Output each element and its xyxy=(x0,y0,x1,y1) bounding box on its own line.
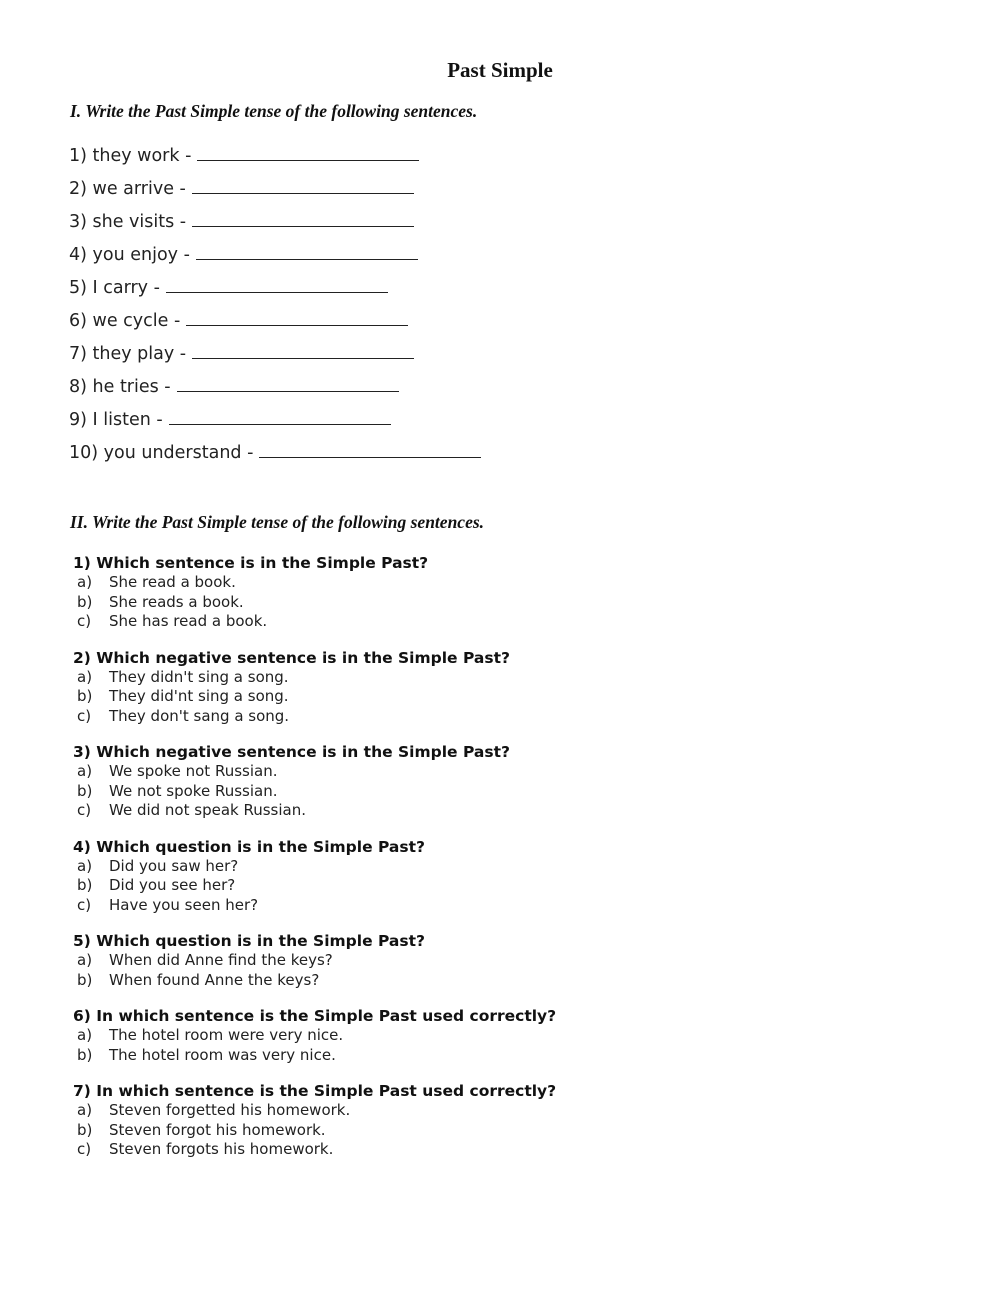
section-1-heading: I. Write the Past Simple tense of the following sentences. xyxy=(70,101,478,121)
option-text: We did not speak Russian. xyxy=(109,801,306,819)
option-text: They didn't sing a song. xyxy=(109,667,289,686)
option-text: She reads a book. xyxy=(109,592,244,611)
answer-option[interactable] xyxy=(73,857,556,877)
answer-option[interactable] xyxy=(73,1140,556,1160)
answer-blank[interactable] xyxy=(192,209,414,227)
exercise-prompt: 8) he tries - xyxy=(69,377,171,397)
answer-option[interactable] xyxy=(73,762,556,782)
option-text: She read a book. xyxy=(109,573,236,591)
exercise-prompt: 7) they play - xyxy=(69,344,187,364)
answer-option[interactable] xyxy=(73,801,556,821)
answer-blank[interactable] xyxy=(166,275,388,293)
exercise-prompt: 10) you understand - xyxy=(69,443,254,463)
option-text: She has read a book. xyxy=(109,612,268,630)
option-letter: b) xyxy=(77,876,93,894)
question-4 xyxy=(73,837,556,916)
answer-option[interactable] xyxy=(73,782,556,802)
option-letter: b) xyxy=(77,970,93,989)
question-text: 7) In which sentence is the Simple Past used correctly? xyxy=(73,1082,557,1100)
question-text: 4) Which question is in the Simple Past? xyxy=(73,837,426,856)
option-letter: a) xyxy=(77,762,93,780)
exercise-item xyxy=(69,407,481,440)
answer-option[interactable] xyxy=(73,573,556,593)
answer-option[interactable] xyxy=(73,1026,556,1046)
option-text: When did Anne find the keys? xyxy=(109,951,333,969)
question-text: 5) Which question is in the Simple Past? xyxy=(73,932,426,950)
exercise-item xyxy=(69,308,481,341)
answer-option[interactable] xyxy=(73,707,556,727)
option-letter: a) xyxy=(77,667,93,686)
section-2-heading: II. Write the Past Simple tense of the following sentences. xyxy=(70,512,485,532)
option-letter: a) xyxy=(77,951,93,969)
answer-option[interactable] xyxy=(73,971,556,991)
answer-option[interactable] xyxy=(73,593,556,613)
option-letter: a) xyxy=(77,856,93,875)
exercise-prompt: 9) I listen - xyxy=(69,410,163,430)
answer-blank[interactable] xyxy=(196,242,418,260)
option-text: Steven forgot his homework. xyxy=(109,1120,326,1139)
question-7 xyxy=(73,1081,556,1160)
answer-blank[interactable] xyxy=(197,143,419,161)
option-letter: c) xyxy=(77,612,92,630)
exercise-prompt: 6) we cycle - xyxy=(69,311,181,331)
exercise-2-questions xyxy=(73,553,556,1176)
exercise-item xyxy=(69,143,481,176)
question-text: 6) In which sentence is the Simple Past used correctly? xyxy=(73,1007,557,1025)
option-text: The hotel room were very nice. xyxy=(109,1026,344,1044)
option-text: When found Anne the keys? xyxy=(109,970,320,989)
option-letter: b) xyxy=(77,687,93,705)
exercise-item xyxy=(69,341,481,374)
option-text: We spoke not Russian. xyxy=(109,762,278,780)
answer-option[interactable] xyxy=(73,1121,556,1141)
answer-option[interactable] xyxy=(73,951,556,971)
answer-option[interactable] xyxy=(73,896,556,916)
question-text: 1) Which sentence is in the Simple Past? xyxy=(73,554,429,572)
exercise-1-list xyxy=(69,143,481,473)
option-text: Did you saw her? xyxy=(109,856,239,875)
answer-blank[interactable] xyxy=(192,176,414,194)
option-letter: a) xyxy=(77,573,93,591)
question-3 xyxy=(73,742,556,821)
exercise-item xyxy=(69,275,481,308)
exercise-item xyxy=(69,242,481,275)
option-letter: c) xyxy=(77,1140,92,1158)
answer-blank[interactable] xyxy=(177,374,399,392)
question-text: 2) Which negative sentence is in the Simple Past? xyxy=(73,648,510,667)
exercise-item xyxy=(69,209,481,242)
option-text: Steven forgetted his homework. xyxy=(109,1101,351,1119)
question-6 xyxy=(73,1006,556,1065)
exercise-item xyxy=(69,176,481,209)
option-letter: c) xyxy=(77,895,92,914)
exercise-item xyxy=(69,374,481,407)
question-2 xyxy=(73,648,556,727)
exercise-prompt: 2) we arrive - xyxy=(69,179,186,199)
option-text: The hotel room was very nice. xyxy=(109,1045,336,1064)
option-text: They did'nt sing a song. xyxy=(109,687,289,705)
option-letter: a) xyxy=(77,1101,93,1119)
exercise-prompt: 1) they work - xyxy=(69,146,192,166)
option-text: They don't sang a song. xyxy=(109,706,290,725)
question-text: 3) Which negative sentence is in the Simple Past? xyxy=(73,743,510,761)
exercise-prompt: 4) you enjoy - xyxy=(69,245,190,265)
answer-option[interactable] xyxy=(73,1046,556,1066)
option-letter: a) xyxy=(77,1026,93,1044)
option-text: Steven forgots his homework. xyxy=(109,1140,334,1158)
option-text: We not spoke Russian. xyxy=(109,781,278,800)
answer-blank[interactable] xyxy=(169,407,391,425)
answer-blank[interactable] xyxy=(259,440,481,458)
answer-blank[interactable] xyxy=(192,341,414,359)
option-text: Have you seen her? xyxy=(109,895,259,914)
answer-option[interactable] xyxy=(73,876,556,896)
page-title: Past Simple xyxy=(447,58,553,82)
exercise-prompt: 5) I carry - xyxy=(69,278,160,298)
answer-option[interactable] xyxy=(73,612,556,632)
question-1 xyxy=(73,553,556,632)
exercise-prompt: 3) she visits - xyxy=(69,212,187,232)
answer-option[interactable] xyxy=(73,668,556,688)
option-letter: b) xyxy=(77,1045,93,1064)
question-5 xyxy=(73,931,556,990)
option-letter: b) xyxy=(77,592,93,611)
option-letter: c) xyxy=(77,706,92,725)
option-text: Did you see her? xyxy=(109,876,236,894)
answer-blank[interactable] xyxy=(186,308,408,326)
answer-option[interactable] xyxy=(73,1101,556,1121)
exercise-item xyxy=(69,440,481,473)
option-letter: b) xyxy=(77,1120,93,1139)
option-letter: c) xyxy=(77,801,92,819)
answer-option[interactable] xyxy=(73,687,556,707)
option-letter: b) xyxy=(77,781,93,800)
